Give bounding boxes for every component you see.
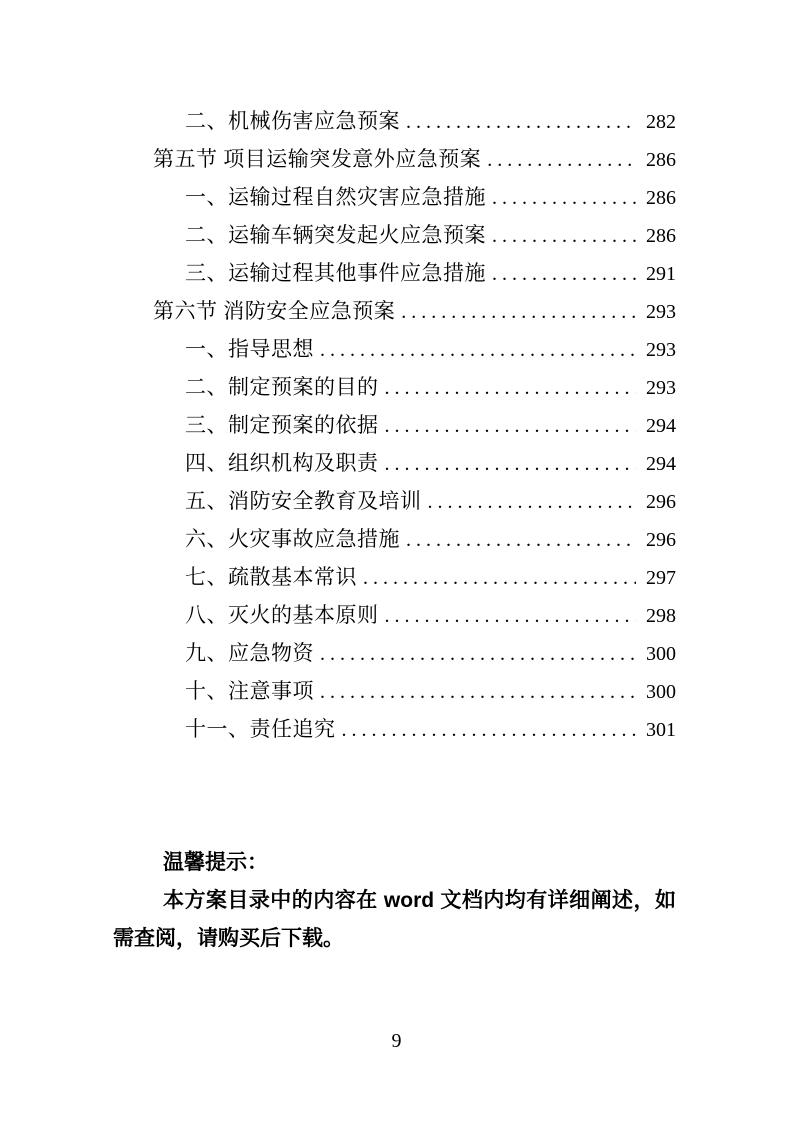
- toc-entry[interactable]: [113, 672, 676, 710]
- toc-entry[interactable]: [113, 292, 676, 330]
- toc-leader-dots: [385, 369, 637, 407]
- toc-entry-label: 一、运输过程自然灾害应急措施: [185, 185, 486, 209]
- toc-entry-page: 300: [646, 681, 676, 703]
- toc-leader-dots: [320, 635, 636, 673]
- toc-entry-label: 十一、责任追究: [185, 717, 336, 741]
- toc-entry-page: 282: [646, 111, 676, 133]
- toc-entry-page: 286: [646, 149, 676, 171]
- toc-entry-page: 293: [646, 377, 676, 399]
- toc-entry-label: 六、火灾事故应急措施: [185, 527, 400, 551]
- toc-leader-dots: [385, 445, 637, 483]
- toc-entry[interactable]: [113, 254, 676, 292]
- toc-leader-dots: [385, 407, 637, 445]
- toc-entry[interactable]: [113, 140, 676, 178]
- toc-entry-label: 七、疏散基本常识: [185, 565, 357, 589]
- notice-body: 本方案目录中的内容在 word 文档内均有详细阐述，如需查阅，请购买后下载。: [113, 889, 676, 950]
- toc-leader-dots: [406, 103, 636, 141]
- toc-entry-page: 298: [646, 605, 676, 627]
- toc-leader-dots: [492, 179, 636, 217]
- toc-leader-dots: [320, 673, 636, 711]
- toc-leader-dots: [320, 331, 636, 369]
- toc-entry-label: 一、指导思想: [185, 337, 314, 361]
- toc-entry-page: 300: [646, 643, 676, 665]
- toc-leader-dots: [428, 483, 637, 521]
- toc-entry[interactable]: [113, 216, 676, 254]
- toc-entry-label: 第五节 项目运输突发意外应急预案: [153, 147, 482, 171]
- toc-entry[interactable]: [113, 482, 676, 520]
- toc-entry-page: 301: [646, 719, 676, 741]
- toc-entry[interactable]: [113, 634, 676, 672]
- toc-entry-page: 296: [646, 491, 676, 513]
- toc-entry-page: 286: [646, 187, 676, 209]
- toc-entry[interactable]: [113, 558, 676, 596]
- toc-entry-page: 286: [646, 225, 676, 247]
- toc-leader-dots: [385, 597, 637, 635]
- notice-block: [113, 844, 676, 958]
- toc-entry-page: 291: [646, 263, 676, 285]
- toc-entry[interactable]: [113, 406, 676, 444]
- notice-heading: 温馨提示：: [163, 851, 268, 874]
- toc-leader-dots: [487, 141, 636, 179]
- toc-leader-dots: [406, 521, 636, 559]
- toc-entry[interactable]: [113, 444, 676, 482]
- toc-entry-label: 二、机械伤害应急预案: [185, 109, 400, 133]
- toc-entry[interactable]: [113, 520, 676, 558]
- toc-entry[interactable]: [113, 102, 676, 140]
- toc-leader-dots: [363, 559, 636, 597]
- toc-entry[interactable]: [113, 710, 676, 748]
- page-number: 9: [391, 1030, 402, 1052]
- toc-entry-label: 八、灭火的基本原则: [185, 603, 379, 627]
- toc-entry-label: 二、制定预案的目的: [185, 375, 379, 399]
- toc-entry[interactable]: [113, 178, 676, 216]
- toc-leader-dots: [342, 711, 637, 749]
- toc-entry[interactable]: [113, 330, 676, 368]
- toc-entry-label: 二、运输车辆突发起火应急预案: [185, 223, 486, 247]
- toc-entry-label: 九、应急物资: [185, 641, 314, 665]
- toc-entry-label: 十、注意事项: [185, 679, 314, 703]
- toc-leader-dots: [401, 293, 636, 331]
- toc-entry-label: 三、运输过程其他事件应急措施: [185, 261, 486, 285]
- toc-entry-page: 293: [646, 301, 676, 323]
- toc-entry-page: 296: [646, 529, 676, 551]
- toc-leader-dots: [492, 217, 636, 255]
- toc-entry-label: 四、组织机构及职责: [185, 451, 379, 475]
- toc-entry-page: 294: [646, 453, 676, 475]
- toc-entry-label: 三、制定预案的依据: [185, 413, 379, 437]
- toc-entry-page: 293: [646, 339, 676, 361]
- toc-entry[interactable]: [113, 368, 676, 406]
- toc-entry[interactable]: [113, 596, 676, 634]
- toc-entry-page: 297: [646, 567, 676, 589]
- toc-entry-label: 第六节 消防安全应急预案: [153, 299, 396, 323]
- toc-entry-label: 五、消防安全教育及培训: [185, 489, 422, 513]
- table-of-contents: [113, 102, 676, 748]
- toc-entry-page: 294: [646, 415, 676, 437]
- toc-leader-dots: [492, 255, 636, 293]
